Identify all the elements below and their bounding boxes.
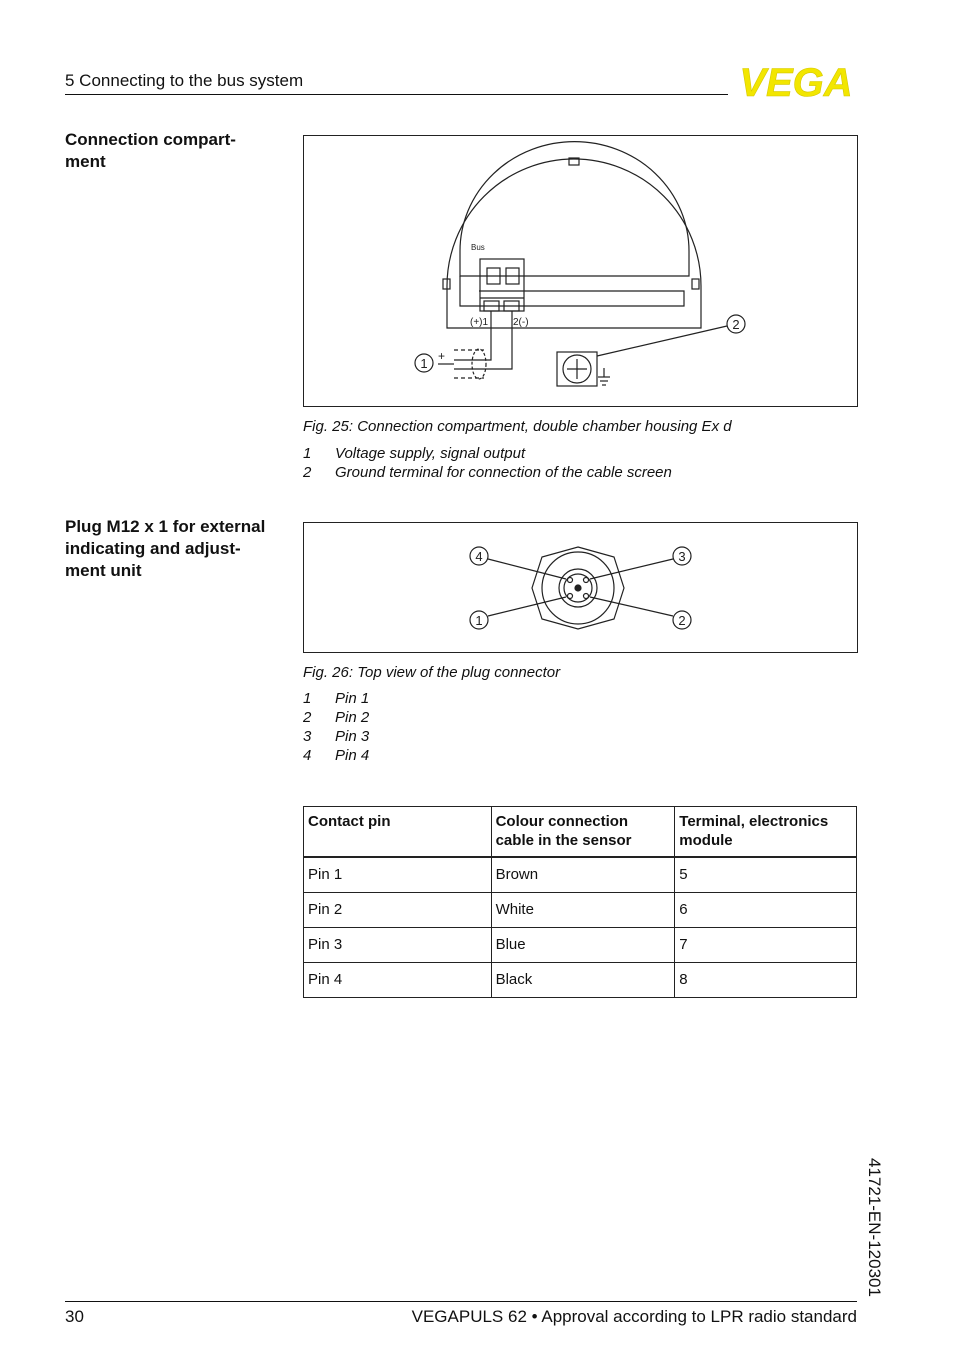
- callout-2: 2: [732, 317, 740, 332]
- legend-number: 2: [303, 709, 312, 726]
- terminal-plus-label: (+)1: [470, 317, 489, 328]
- legend-text: Voltage supply, signal output: [335, 445, 526, 462]
- legend-item: [303, 746, 369, 765]
- heading-line: indicating and adjust-: [65, 539, 241, 558]
- callout-3: 3: [678, 549, 686, 564]
- document-id: 41721-EN-120301: [865, 1158, 884, 1297]
- page-number: 30: [65, 1307, 84, 1326]
- table-cell: 7: [675, 928, 857, 963]
- legend-number: 4: [303, 747, 312, 764]
- running-header: 5 Connecting to the bus system: [65, 71, 304, 90]
- legend-item: [303, 727, 369, 746]
- section-heading-connection-compartment: [65, 129, 285, 173]
- footer-title: VEGAPULS 62 • Approval according to LPR radio standard: [411, 1307, 857, 1326]
- plug-connector-diagram: [304, 523, 857, 652]
- table-cell: Brown: [491, 857, 675, 893]
- callout-4: 4: [475, 549, 483, 564]
- figure-legend: [303, 689, 369, 765]
- legend-number: 3: [303, 728, 312, 745]
- figure-plug-connector: [303, 522, 858, 653]
- column-header: [304, 807, 492, 858]
- housing-outline: [447, 159, 701, 328]
- heading-line: Plug M12 x 1 for external: [65, 517, 266, 536]
- table-cell: 5: [675, 857, 857, 893]
- table-header-row: [304, 807, 857, 858]
- table-cell: Pin 1: [304, 857, 492, 893]
- terminal-block: [480, 259, 524, 311]
- column-header: [491, 807, 675, 858]
- table-cell: Pin 3: [304, 928, 492, 963]
- vega-logo: [733, 64, 859, 100]
- legend-text: Pin 1: [335, 690, 370, 707]
- column-header: [675, 807, 857, 858]
- header-line: cable in the sensor: [495, 832, 632, 849]
- legend-number: 2: [303, 464, 312, 481]
- legend-text: Pin 2: [335, 709, 370, 726]
- section-heading-plug-m12: [65, 516, 285, 582]
- footer-divider: [65, 1301, 857, 1302]
- header-line: module: [679, 832, 733, 849]
- table-row: [304, 963, 857, 998]
- figure-connection-compartment: [303, 135, 858, 407]
- legend-text: Pin 3: [335, 728, 370, 745]
- figure-caption: Fig. 25: Connection compartment, double chamber housing Ex d: [303, 418, 732, 435]
- heading-line: Connection compart-: [65, 130, 236, 149]
- heading-line: ment unit: [65, 561, 142, 580]
- connection-compartment-diagram: [304, 136, 857, 406]
- inner-chamber: [460, 142, 689, 276]
- table-cell: 8: [675, 963, 857, 998]
- table-row: [304, 928, 857, 963]
- legend-item: [303, 444, 672, 463]
- table-row: [304, 857, 857, 893]
- pin-assignment-table: [303, 806, 857, 998]
- plus-sign: +: [438, 349, 446, 363]
- table-cell: Pin 4: [304, 963, 492, 998]
- header-line: Terminal, electronics: [679, 813, 829, 830]
- logo-text: VEGA: [739, 64, 853, 100]
- callout-1: 1: [420, 356, 428, 371]
- header-divider: [65, 94, 728, 95]
- legend-number: 1: [303, 445, 312, 462]
- callout-2: 2: [678, 613, 686, 628]
- table-cell: Pin 2: [304, 893, 492, 928]
- legend-item: [303, 689, 369, 708]
- terminal-minus-label: 2(-): [513, 317, 529, 328]
- heading-line: ment: [65, 152, 106, 171]
- bus-label: Bus: [471, 243, 485, 252]
- table-cell: Black: [491, 963, 675, 998]
- table-row: [304, 893, 857, 928]
- table-cell: White: [491, 893, 675, 928]
- callout-1: 1: [475, 613, 483, 628]
- legend-number: 1: [303, 690, 312, 707]
- legend-item: [303, 463, 672, 482]
- legend-text: Pin 4: [335, 747, 370, 764]
- figure-caption: Fig. 26: Top view of the plug connector: [303, 664, 561, 681]
- table-cell: Blue: [491, 928, 675, 963]
- table-cell: 6: [675, 893, 857, 928]
- header-line: Colour connection: [495, 813, 629, 830]
- legend-text: Ground terminal for connection of the cable screen: [335, 464, 672, 481]
- figure-legend: [303, 444, 672, 482]
- header-line: Contact pin: [308, 813, 391, 830]
- legend-item: [303, 708, 369, 727]
